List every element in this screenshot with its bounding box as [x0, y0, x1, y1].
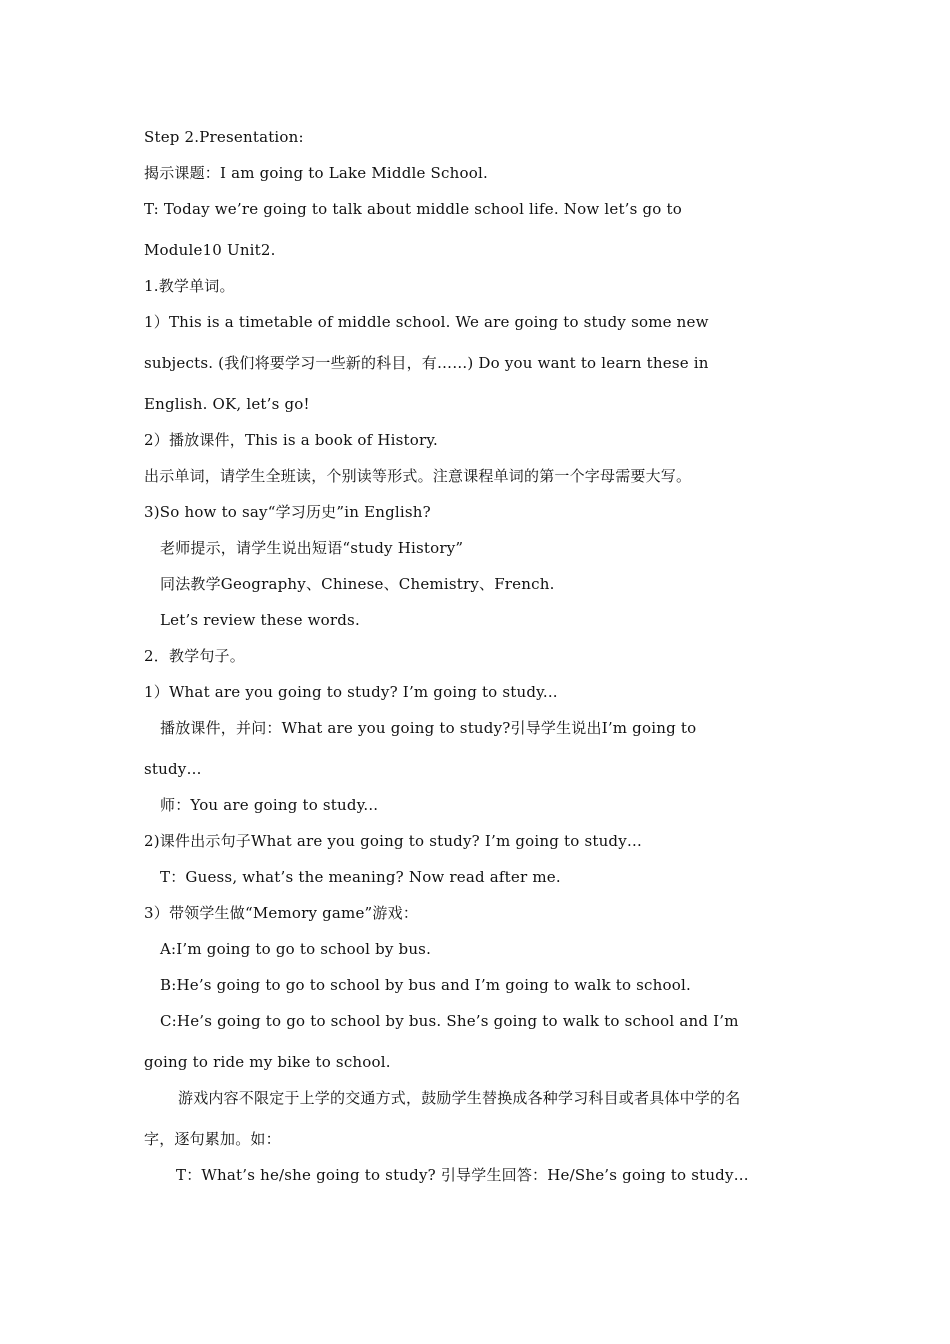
paragraph-line: 字，逐句累加。如： — [144, 1130, 281, 1148]
paragraph-line: 1）What are you going to study? I’m going to study... — [144, 683, 558, 701]
teacher-intro-line: T: Today we’re going to talk about middle school life. Now let’s go to — [144, 200, 682, 218]
paragraph-line: 同法教学Geography、Chinese、Chemistry、French. — [160, 575, 555, 593]
paragraph-line: 出示单词，请学生全班读，个别读等形式。注意课程单词的第一个字母需要大写。 — [144, 467, 692, 485]
paragraph-line: 老师提示，请学生说出短语“study History” — [160, 539, 464, 557]
section-heading-words: 1.教学单词。 — [144, 277, 235, 295]
paragraph-line: T：Guess, what’s the meaning? Now read after me. — [160, 868, 561, 886]
section-heading-sentences: 2．教学句子。 — [144, 647, 245, 665]
teacher-intro-line-cont: Module10 Unit2. — [144, 241, 276, 259]
paragraph-line: 2）播放课件，This is a book of History. — [144, 431, 438, 449]
paragraph-line: 3）带领学生做“Memory game”游戏： — [144, 904, 419, 922]
paragraph-line: 游戏内容不限定于上学的交通方式，鼓励学生替换成各种学习科目或者具体中学的名 — [178, 1089, 741, 1107]
paragraph-line: Let’s review these words. — [160, 611, 360, 629]
paragraph-line: 师：You are going to study... — [160, 796, 379, 814]
paragraph-line: 2)课件出示句子What are you going to study? I’m going to study… — [144, 832, 643, 850]
dialogue-line: A:I’m going to go to school by bus. — [160, 940, 432, 958]
dialogue-line: C:He’s going to go to school by bus. She’s going to walk to school and I’m — [160, 1012, 739, 1030]
paragraph-line: 播放课件，并问：What are you going to study?引导学生说出I’m going to — [160, 719, 697, 737]
step-heading: Step 2.Presentation: — [144, 128, 304, 146]
paragraph-line: study… — [144, 760, 202, 778]
dialogue-line: going to ride my bike to school. — [144, 1053, 391, 1071]
topic-line: 揭示课题：I am going to Lake Middle School. — [144, 164, 488, 182]
paragraph-line: English. OK, let’s go! — [144, 395, 310, 413]
dialogue-line: B:He’s going to go to school by bus and I’m going to walk to school. — [160, 976, 691, 994]
paragraph-line: T：What’s he/she going to study? 引导学生回答：He/She’s going to study… — [176, 1166, 749, 1184]
paragraph-line: 1）This is a timetable of middle school. We are going to study some new — [144, 313, 709, 331]
paragraph-line: 3)So how to say“学习历史”in English? — [144, 503, 431, 521]
paragraph-line: subjects. (我们将要学习一些新的科目，有……) Do you want to learn these in — [144, 354, 709, 372]
